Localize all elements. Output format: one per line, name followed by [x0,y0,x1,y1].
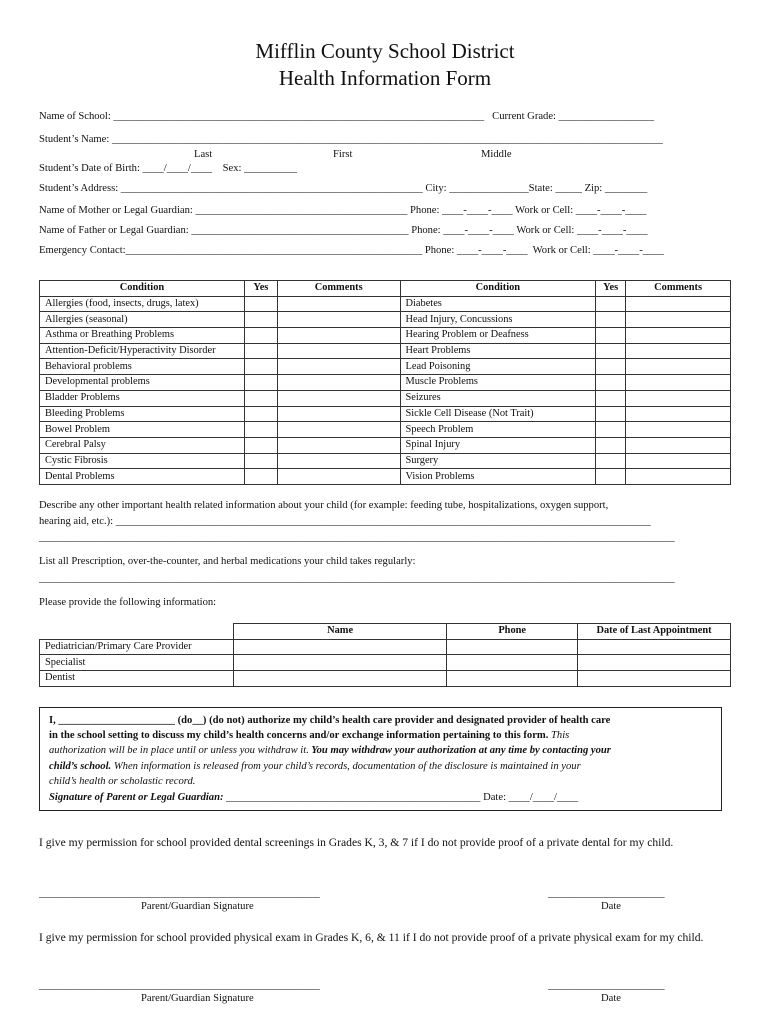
parent-signature-field[interactable] [49,790,578,806]
form-title-district: Mifflin County School District [255,39,515,63]
provider-name-header: Name [233,624,446,640]
form-title: Health Information Form [278,66,492,90]
provider-date-cell[interactable] [578,671,731,687]
yes-checkbox-cell[interactable] [244,437,277,453]
condition-cell: Diabetes [400,296,596,312]
authorization-italic: authorization will be in place until or unless you withdraw it. [49,745,309,756]
other-info-line[interactable]: hearing aid, etc.): _____________________________________________________________________________________________________ [39,516,651,527]
condition-header: Condition [400,281,596,297]
condition-cell: Seizures [400,390,596,406]
condition-cell: Lead Poisoning [400,359,596,375]
condition-cell: Hearing Problem or Deafness [400,328,596,344]
yes-checkbox-cell[interactable] [596,437,626,453]
other-info-line[interactable]: ________________________________________________________________________________________________________________________ [39,532,675,543]
comments-cell[interactable] [277,437,400,453]
yes-checkbox-cell[interactable] [244,328,277,344]
dental-signature-label: Parent/Guardian Signature [141,901,254,912]
table-row [40,671,731,687]
providers-table [39,623,731,687]
yes-header: Yes [596,281,626,297]
table-row [40,406,731,422]
authorization-italic: This [548,730,570,741]
comments-cell[interactable] [277,406,400,422]
comments-cell[interactable] [277,422,400,438]
signature-label: Signature of Parent or Legal Guardian: [49,792,224,803]
father-guardian-field[interactable]: Name of Father or Legal Guardian: _________________________________________ Phone: ____-____-____ Work or Cell: ____-____-____ [39,225,648,236]
provider-phone-cell[interactable] [447,655,578,671]
comments-cell[interactable] [626,469,731,485]
providers-prompt: Please provide the following information: [39,597,217,608]
condition-cell: Allergies (seasonal) [40,312,245,328]
authorization-line[interactable]: I, ______________________ (do__) (do not) authorize my child’s health care provider and designated provider of health care [49,715,611,726]
condition-cell: Bleeding Problems [40,406,245,422]
physical-date-label: Date [601,993,621,1004]
yes-checkbox-cell[interactable] [244,343,277,359]
comments-cell[interactable] [626,343,731,359]
student-name-field[interactable]: Student’s Name: ________________________________________________________________________________________________________ [39,134,663,145]
authorization-bold-italic: You may withdraw your authorization at any time by contacting your [308,745,611,756]
authorization-italic: When information is released from your child’s records, documentation of the disclosure is maintained in your [111,761,581,772]
comments-cell[interactable] [626,375,731,391]
yes-checkbox-cell[interactable] [244,390,277,406]
comments-cell[interactable] [277,375,400,391]
provider-phone-cell[interactable] [447,671,578,687]
table-row [40,312,731,328]
condition-header: Condition [40,281,245,297]
comments-cell[interactable] [626,328,731,344]
last-appointment-header: Date of Last Appointment [578,624,731,640]
conditions-header-row [40,281,731,297]
comments-cell[interactable] [626,437,731,453]
dob-sex-field[interactable]: Student’s Date of Birth: ____/____/____ Sex: __________ [39,163,298,174]
yes-checkbox-cell[interactable] [596,453,626,469]
provider-date-cell[interactable] [578,655,731,671]
address-field[interactable]: Student’s Address: _________________________________________________________ City: _______________State: _____ Zip: ________ [39,183,648,194]
condition-cell: Attention-Deficit/Hyperactivity Disorder [40,343,245,359]
physical-signature-line[interactable]: _____________________________________________________ [39,980,320,991]
comments-cell[interactable] [277,296,400,312]
physical-signature-label: Parent/Guardian Signature [141,993,254,1004]
table-row [40,359,731,375]
yes-checkbox-cell[interactable] [596,375,626,391]
table-row [40,453,731,469]
comments-header: Comments [277,281,400,297]
providers-header-row [40,624,731,640]
table-row [40,390,731,406]
comments-cell[interactable] [277,469,400,485]
condition-cell: Heart Problems [400,343,596,359]
condition-cell: Muscle Problems [400,375,596,391]
physical-permission-text: I give my permission for school provided physical exam in Grades K, 6, & 11 if I do not provide proof of a private physical exam for my child. [39,931,704,944]
medications-prompt: List all Prescription, over-the-counter, and herbal medications your child takes regularly: [39,556,416,567]
provider-name-cell[interactable] [233,671,446,687]
condition-cell: Surgery [400,453,596,469]
comments-cell[interactable] [626,312,731,328]
providers-corner [40,624,234,640]
table-row [40,296,731,312]
table-row [40,437,731,453]
provider-phone-cell[interactable] [447,639,578,655]
mother-guardian-field[interactable]: Name of Mother or Legal Guardian: ________________________________________ Phone: ____-____-____ Work or Cell: ____-____-____ [39,205,647,216]
provider-phone-header: Phone [447,624,578,640]
middle-name-label: Middle [481,149,512,160]
comments-cell[interactable] [277,453,400,469]
yes-checkbox-cell[interactable] [596,422,626,438]
condition-cell: Cerebral Palsy [40,437,245,453]
yes-checkbox-cell[interactable] [244,312,277,328]
yes-checkbox-cell[interactable] [244,296,277,312]
condition-cell: Speech Problem [400,422,596,438]
comments-cell[interactable] [626,359,731,375]
yes-checkbox-cell[interactable] [596,406,626,422]
dental-signature-line[interactable]: _____________________________________________________ [39,888,320,899]
dental-date-label: Date [601,901,621,912]
provider-name-cell[interactable] [233,655,446,671]
authorization-bold-italic: child’s school. [49,761,112,772]
condition-cell: Allergies (food, insects, drugs, latex) [40,296,245,312]
authorization-line [49,774,195,790]
condition-cell: Cystic Fibrosis [40,453,245,469]
authorization-box [39,707,722,811]
condition-cell: Head Injury, Concussions [400,312,596,328]
authorization-line [49,759,581,775]
comments-cell[interactable] [626,422,731,438]
comments-cell[interactable] [626,453,731,469]
last-name-label: Last [194,149,213,160]
first-name-label: First [333,149,353,160]
yes-header: Yes [244,281,277,297]
authorization-bold: in the school setting to discuss my child’s health concerns and/or exchange information pertaining to this form. [49,730,549,741]
yes-checkbox-cell[interactable] [244,375,277,391]
medications-line[interactable]: ________________________________________________________________________________________________________________________ [39,573,675,584]
table-row [40,328,731,344]
emergency-contact-field[interactable]: Emergency Contact:________________________________________________________ Phone: ____-____-____ Work or Cell: ____-____-____ [39,245,664,256]
yes-checkbox-cell[interactable] [244,406,277,422]
table-row [40,469,731,485]
comments-cell[interactable] [277,328,400,344]
condition-cell: Sickle Cell Disease (Not Trait) [400,406,596,422]
comments-cell[interactable] [626,296,731,312]
table-row [40,422,731,438]
comments-header: Comments [626,281,731,297]
other-info-prompt: Describe any other important health related information about your child (for example: feeding tube, hospitalizations, oxygen support, [39,500,609,511]
comments-cell[interactable] [277,343,400,359]
comments-cell[interactable] [277,359,400,375]
yes-checkbox-cell[interactable] [596,312,626,328]
physical-date-line[interactable]: ______________________ [548,980,665,991]
comments-cell[interactable] [277,390,400,406]
conditions-body [40,296,731,484]
provider-type-cell: Dentist [40,671,234,687]
provider-type-cell: Specialist [40,655,234,671]
yes-checkbox-cell[interactable] [596,359,626,375]
authorization-line [49,728,569,744]
table-row [40,375,731,391]
table-row [40,343,731,359]
condition-cell: Behavioral problems [40,359,245,375]
provider-type-cell: Pediatrician/Primary Care Provider [40,639,234,655]
yes-checkbox-cell[interactable] [596,390,626,406]
school-grade-field[interactable]: Name of School: ______________________________________________________________________ Current Grade: __________________ [39,111,654,122]
condition-cell: Vision Problems [400,469,596,485]
yes-checkbox-cell[interactable] [596,469,626,485]
authorization-line [49,743,611,759]
dental-permission-text: I give my permission for school provided dental screenings in Grades K, 3, & 7 if I do not provide proof of a private dental for my child. [39,836,674,849]
yes-checkbox-cell[interactable] [244,422,277,438]
yes-checkbox-cell[interactable] [596,296,626,312]
condition-cell: Bowel Problem [40,422,245,438]
table-row [40,655,731,671]
yes-checkbox-cell[interactable] [244,359,277,375]
condition-cell: Developmental problems [40,375,245,391]
yes-checkbox-cell[interactable] [596,328,626,344]
dental-date-line[interactable]: ______________________ [548,888,665,899]
comments-cell[interactable] [277,312,400,328]
condition-cell: Bladder Problems [40,390,245,406]
condition-cell: Spinal Injury [400,437,596,453]
yes-checkbox-cell[interactable] [596,343,626,359]
conditions-table [39,280,731,485]
comments-cell[interactable] [626,406,731,422]
condition-cell: Dental Problems [40,469,245,485]
authorization-italic: child’s health or scholastic record. [49,776,196,787]
condition-cell: Asthma or Breathing Problems [40,328,245,344]
signature-line: ________________________________________________ Date: ____/____/____ [223,792,579,803]
yes-checkbox-cell[interactable] [244,469,277,485]
yes-checkbox-cell[interactable] [244,453,277,469]
table-row [40,639,731,655]
comments-cell[interactable] [626,390,731,406]
provider-name-cell[interactable] [233,639,446,655]
provider-date-cell[interactable] [578,639,731,655]
